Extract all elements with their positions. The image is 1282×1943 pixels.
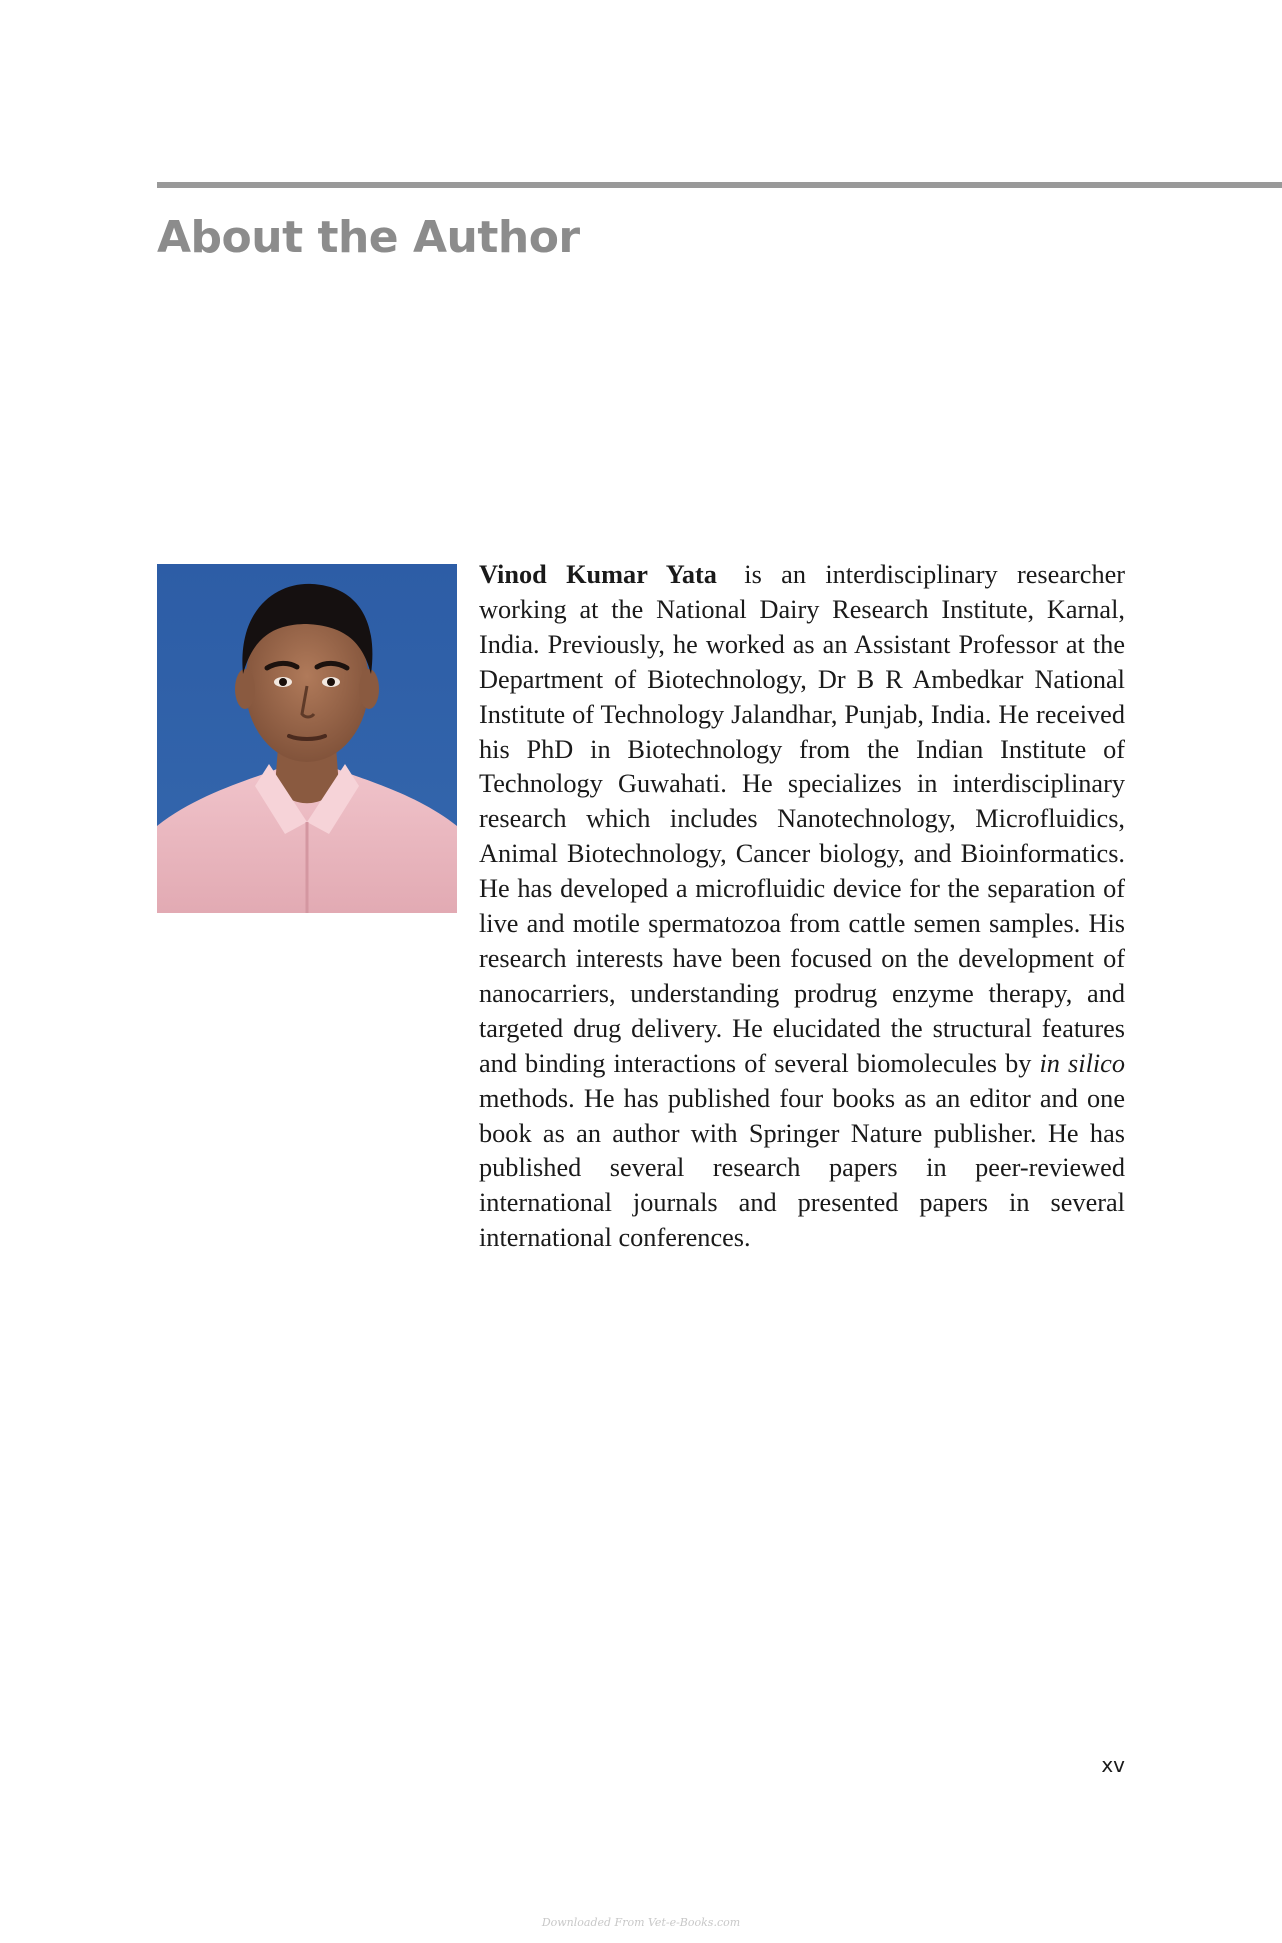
page-title: About the Author — [157, 212, 580, 263]
bio-text-part2: methods. He has published four books as an editor and one book as an author with Springer Nature publisher. He has published several research papers in peer-reviewed international journals and presented papers in several international conferences. — [479, 1083, 1125, 1253]
author-photo — [157, 564, 457, 913]
header-rule — [157, 182, 1282, 188]
page-number: xv — [1101, 1753, 1125, 1777]
download-watermark: Downloaded From Vet-e-Books.com — [541, 1916, 741, 1929]
author-name: Vinod Kumar Yata — [479, 560, 717, 589]
author-biography — [479, 558, 1125, 1256]
bio-italic-term: in silico — [1039, 1048, 1125, 1078]
bio-text-part1: is an interdisciplinary researcher working at the National Dairy Research Institute, Karnal, India. Previously, he worked as an Assistant Professor at the Department of Biotechnology, Dr B R Ambedkar National Institute of Technology Jalandhar, Punjab, India. He received his PhD in Biotechnology from the Indian Institute of Technology Guwahati. He specializes in interdisciplinary research which includes Nanotechnology, Microfluidics, Animal Biotechnology, Cancer biology, and Bioinformatics. He has developed a microfluidic device for the separation of live and motile spermatozoa from cattle semen samples. His research interests have been focused on the development of nanocarriers, understanding prodrug enzyme therapy, and targeted drug delivery. He elucidated the structural features and binding interactions of several biomolecules by — [479, 560, 1126, 1078]
